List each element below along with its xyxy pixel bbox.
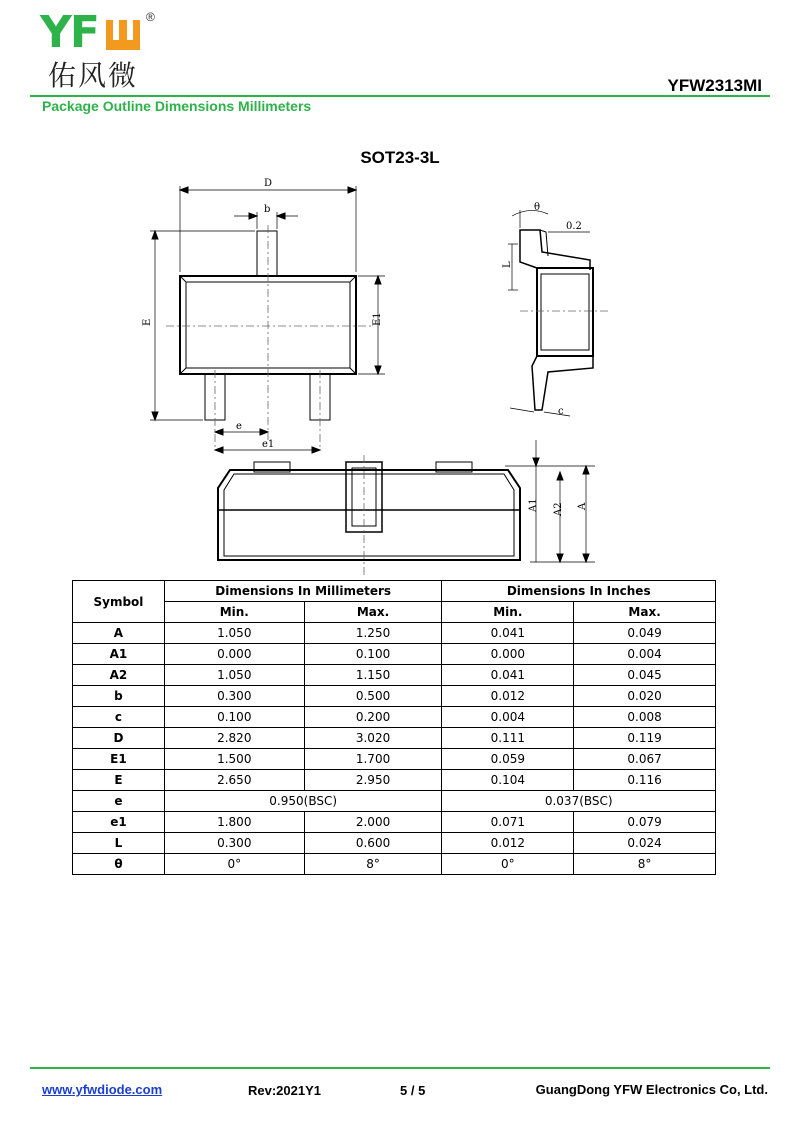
label-A: A: [577, 502, 588, 510]
in-max-value: 0.079: [574, 812, 716, 833]
in-max-value: 0.049: [574, 623, 716, 644]
in-min-value: 0.012: [442, 833, 574, 854]
label-e1: e1: [262, 439, 275, 450]
table-row: [73, 623, 716, 644]
in-min-value: 0.041: [442, 623, 574, 644]
mm-min-value: 2.650: [164, 770, 304, 791]
in-max-value: 8°: [574, 854, 716, 875]
mm-min-value: 1.050: [164, 665, 304, 686]
in-min-value: 0.071: [442, 812, 574, 833]
row-symbol: b: [73, 686, 165, 707]
mm-max-value: 1.700: [304, 749, 442, 770]
table-row: [73, 665, 716, 686]
in-max-value: 0.045: [574, 665, 716, 686]
part-number: YFW2313MI: [667, 76, 762, 95]
dimensions-table: [72, 580, 716, 875]
table-row: [73, 707, 716, 728]
mm-header: Dimensions In Millimeters: [164, 581, 442, 602]
mm-max-value: 8°: [304, 854, 442, 875]
logo-yf-text: YF: [40, 7, 98, 58]
label-e: e: [236, 421, 242, 432]
row-symbol: c: [73, 707, 165, 728]
in-min-header: Min.: [442, 602, 574, 623]
section-title: Package Outline Dimensions Millimeters: [42, 98, 312, 114]
in-max-value: 0.119: [574, 728, 716, 749]
registered-mark: ®: [146, 10, 155, 24]
row-symbol: A1: [73, 644, 165, 665]
inch-header: Dimensions In Inches: [442, 581, 716, 602]
label-L: L: [502, 261, 513, 268]
in-max-value: 0.004: [574, 644, 716, 665]
label-clearance: 0.2: [566, 221, 582, 232]
revision: Rev:2021Y1: [248, 1083, 321, 1098]
table-row: [73, 833, 716, 854]
mm-max-value: 1.150: [304, 665, 442, 686]
label-E: E: [142, 318, 153, 326]
table-row: [73, 749, 716, 770]
mm-min-value: 1.800: [164, 812, 304, 833]
in-bsc: 0.037(BSC): [442, 791, 716, 812]
table-row: [73, 770, 716, 791]
mm-min-value: 0.300: [164, 686, 304, 707]
in-max-value: 0.067: [574, 749, 716, 770]
mm-max-value: 0.100: [304, 644, 442, 665]
mm-max-value: 1.250: [304, 623, 442, 644]
in-max-value: 0.116: [574, 770, 716, 791]
logo-chinese-name: 佑风微: [48, 59, 139, 92]
top-view: [150, 186, 385, 453]
table-row: [73, 812, 716, 833]
mm-min-value: 1.500: [164, 749, 304, 770]
row-symbol: e1: [73, 812, 165, 833]
in-min-value: 0.012: [442, 686, 574, 707]
label-A1: A1: [528, 498, 539, 512]
in-max-value: 0.008: [574, 707, 716, 728]
in-min-value: 0.000: [442, 644, 574, 665]
page-number: 5 / 5: [400, 1083, 426, 1098]
row-symbol: E1: [73, 749, 165, 770]
in-min-value: 0.059: [442, 749, 574, 770]
mm-max-value: 2.000: [304, 812, 442, 833]
row-symbol: L: [73, 833, 165, 854]
website-link[interactable]: www.yfwdiode.com: [42, 1082, 163, 1097]
row-symbol: A2: [73, 665, 165, 686]
table-header-row: [73, 581, 716, 602]
mm-min-value: 0°: [164, 854, 304, 875]
mm-min-value: 0.300: [164, 833, 304, 854]
table-row: [73, 791, 716, 812]
mm-bsc: 0.950(BSC): [164, 791, 442, 812]
in-min-value: 0.111: [442, 728, 574, 749]
label-c: c: [558, 406, 564, 417]
table-row: [73, 728, 716, 749]
row-symbol: D: [73, 728, 165, 749]
in-max-value: 0.020: [574, 686, 716, 707]
row-symbol: e: [73, 791, 165, 812]
footer-divider: [30, 1067, 770, 1069]
mm-max-value: 0.500: [304, 686, 442, 707]
in-min-value: 0.004: [442, 707, 574, 728]
mm-max-value: 0.200: [304, 707, 442, 728]
mm-max-value: 3.020: [304, 728, 442, 749]
in-min-value: 0.041: [442, 665, 574, 686]
mm-min-value: 0.000: [164, 644, 304, 665]
label-D: D: [264, 178, 273, 189]
label-E1: E1: [372, 312, 383, 326]
label-A2: A2: [553, 502, 564, 516]
in-min-value: 0°: [442, 854, 574, 875]
package-title: SOT23-3L: [360, 148, 440, 167]
in-min-value: 0.104: [442, 770, 574, 791]
row-symbol: θ: [73, 854, 165, 875]
mm-min-value: 2.820: [164, 728, 304, 749]
mm-min-value: 1.050: [164, 623, 304, 644]
mm-min-value: 0.100: [164, 707, 304, 728]
mm-max-header: Max.: [304, 602, 442, 623]
mm-min-header: Min.: [164, 602, 304, 623]
company-name: GuangDong YFW Electronics Co, Ltd.: [535, 1082, 768, 1097]
table-subheader-row: [73, 602, 716, 623]
label-b: b: [264, 204, 271, 215]
in-max-value: 0.024: [574, 833, 716, 854]
table-row: [73, 854, 716, 875]
row-symbol: E: [73, 770, 165, 791]
in-max-header: Max.: [574, 602, 716, 623]
label-theta: θ: [534, 202, 541, 213]
side-view: [508, 210, 610, 416]
table-row: [73, 644, 716, 665]
symbol-header: Symbol: [73, 581, 165, 623]
mm-max-value: 2.950: [304, 770, 442, 791]
row-symbol: A: [73, 623, 165, 644]
mm-max-value: 0.600: [304, 833, 442, 854]
table-row: [73, 686, 716, 707]
